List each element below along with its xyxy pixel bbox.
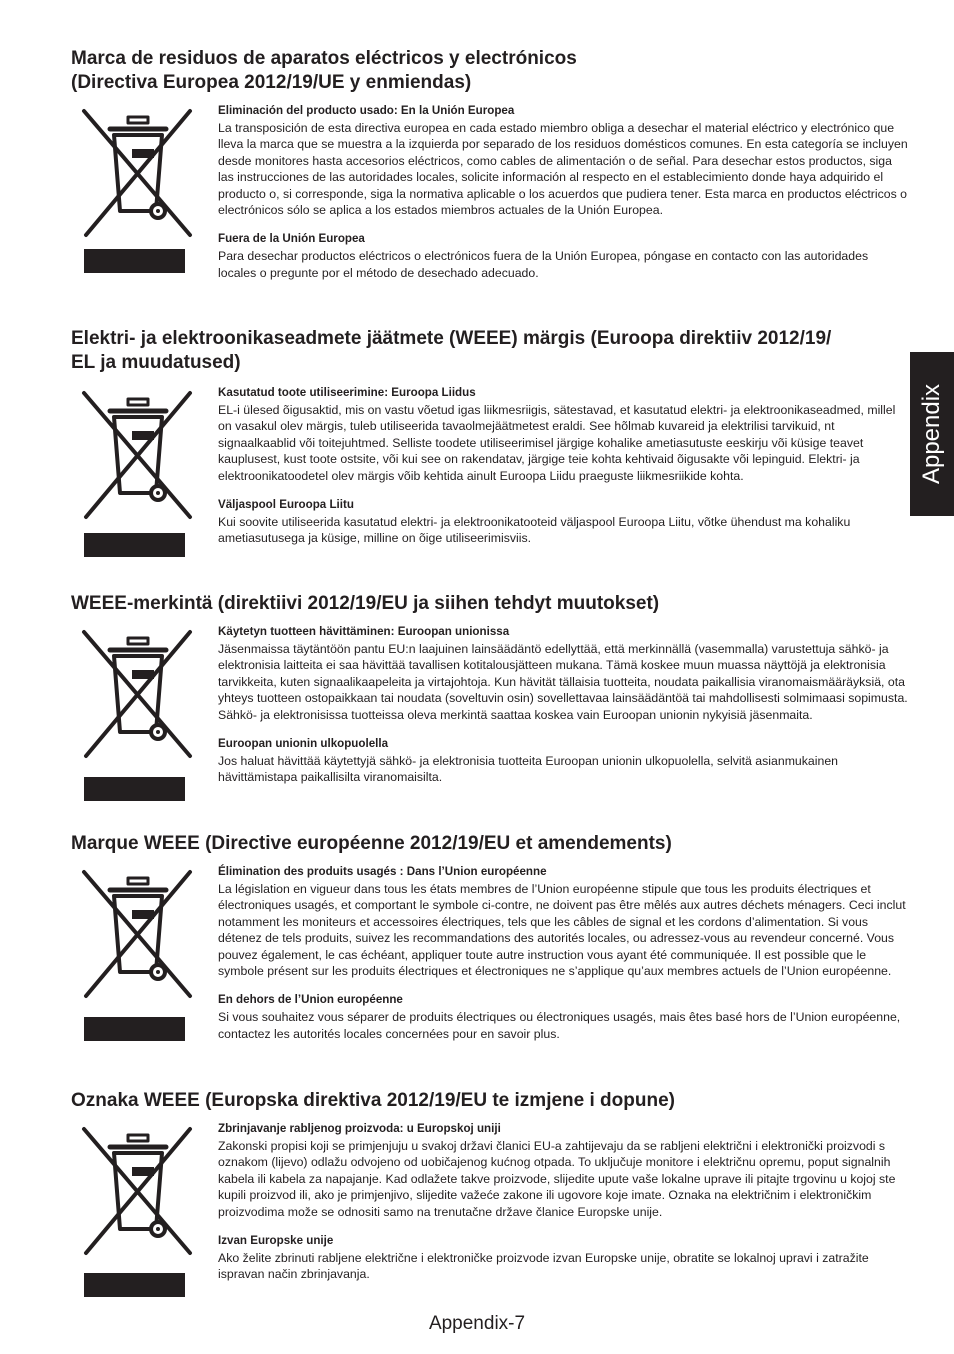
subsection-heading: Eliminación del producto usado: En la Unión Europea — [218, 104, 515, 117]
subsection-heading: Izvan Europske unije — [218, 1234, 334, 1248]
text-column — [218, 864, 908, 1042]
text-column — [218, 1121, 908, 1283]
black-bar — [84, 777, 185, 801]
subsection-heading: Käytetyn tuotteen hävittäminen: Euroopan unionissa — [218, 625, 510, 638]
crossed-bin-icon — [76, 624, 194, 762]
paragraph: EL-i ülesed õigusaktid, mis on vastu võetud igas liikmesriigis, sätestavad, et kasutatud elektri- ja elektroonikaseadmed, millel on vasakul olev märgis, tuleb utiliseerida tavaolmejäätmetest eraldi. See hõlmab kuvareid ja elektrilisi tarvikuid, nt signaalkaablid või toitejuhtmed. Selliste toodete utiliseerimisel järgige kohalike ametiasutuste eeskirju või küsige teavet kauplusest, kust toote ostsite, või kui see on rakendatav, järgige teie kohta kehtivaid õigusakte või lepinguid. Elektri- ja elektroonikatoodetel olev märgis võib kehtida ainult Euroopa Liidu praeguste liikmesriikide kohta. — [218, 403, 896, 483]
subsection-heading: Euroopan unionin ulkopuolella — [218, 737, 389, 751]
crossed-bin-icon — [76, 103, 194, 241]
crossed-bin-icon — [76, 1121, 194, 1259]
paragraph: La transposición de esta directiva europea en cada estado miembro obliga a desechar el material eléctrico y electrónico que lleva la marca que se muestra a la izquierda por separado de los residuos domésticos comunes. En esta categoría se incluyen desde monitores hasta accesorios eléctricos, como cables de alimentación o de señal. Para desechar estos productos, siga las instrucciones de las autoridades locales, solicite información al respecto en el establecimiento donde haya adquirido el producto o, si corresponde, siga la normativa aplicable o los acuerdos que pudiera tener. Esta marca en productos eléctricos o electrónicos sólo se aplica a los estados miembros actuales de la Unión Europea. — [218, 121, 908, 218]
section-fi — [71, 592, 911, 785]
text-column — [218, 385, 908, 547]
section-title-line: (Directiva Europea 2012/19/UE y enmiendas) — [71, 72, 472, 93]
side-tab-label: Appendix — [918, 383, 945, 485]
black-bar — [84, 1017, 185, 1041]
section-es — [71, 47, 911, 280]
section-et — [71, 327, 911, 546]
section-title — [71, 47, 911, 95]
subsection-heading: Väljaspool Euroopa Liitu — [218, 498, 354, 512]
section-title-line: EL ja muudatused) — [71, 352, 241, 373]
section-title-line: Oznaka WEEE (Europska direktiva 2012/19/EU te izmjene i dopune) — [71, 1090, 675, 1111]
black-bar — [84, 249, 185, 273]
paragraph: Jos haluat hävittää käytettyjä sähkö- ja elektronisia tuotteita Euroopan unionin ulkopuolella, selvitä asianmukainen hävittämistapa paikallisilta viranomaisilta. — [218, 754, 839, 785]
crossed-bin-icon — [76, 864, 194, 1002]
section-title — [71, 1089, 911, 1113]
appendix-side-tab — [910, 352, 954, 516]
section-title — [71, 592, 911, 616]
paragraph: Zakonski propisi koji se primjenjuju u svakoj državi članici EU-a zahtijevaju da se rabljeni električni i elektronički proizvodi s oznakom (lijevo) odlažu odvojeno od uobičajenog kućnog otpada. To uključuje monitore i električnu opremu, poput signalnih kabela ili kabela za napajanje. Kad odlažete takve proizvode, slijedite upute vaše lokalne uprave ili pitajte trgovinu u kojoj ste kupili proizvod ili, ako je primjenjivo, slijedite važeće zakone ili ugovore koje imate. Oznaka na električnim i elektroničkim proizvodima može se odnositi samo na trenutačne države članice Europske unije. — [218, 1139, 896, 1219]
page-number: Appendix-7 — [428, 1313, 526, 1334]
section-title — [71, 832, 911, 856]
black-bar — [84, 1273, 185, 1297]
subsection-heading: Fuera de la Unión Europea — [218, 232, 365, 246]
section-title-line: Marque WEEE (Directive européenne 2012/19/EU et amendements) — [71, 833, 672, 854]
paragraph: Para desechar productos eléctricos o electrónicos fuera de la Unión Europea, póngase en contacto con las autoridades locales o pregunte por el método de desechado adecuado. — [218, 249, 869, 280]
subsection-heading: En dehors de l’Union européenne — [218, 993, 403, 1007]
subsection-heading: Zbrinjavanje rabljenog proizvoda: u Europskoj uniji — [218, 1122, 501, 1135]
text-column — [218, 624, 908, 786]
paragraph: Ako želite zbrinuti rabljene električne i elektroničke proizvode izvan Europske unije, obratite se lokalnoj upravi i zatražite ispravan način zbrinjavanja. — [218, 1251, 869, 1282]
paragraph: Jäsenmaissa täytäntöön pantu EU:n laajuinen lainsäädäntö edellyttää, että merkinnällä (vasemmalla) varustettuja sähkö- ja elektronisia laitteita ei saa hävittää tavallisen kotitalousjätteen mukana. Tämä koskee muun muassa näyttöjä ja elektronisia tarvikkeita, kuten signaalikaapeleita ja virtajohtoja. Kun hävität tällaisia tuotteita, noudata paikallisia viranomaismääräyksiä, ota yhteys tuotteen ostopaikkaan tai noudata (soveltuvin osin) sovellettavaa lainsäädäntöä tai mahdollisesti solmimaasi sopimusta. Sähkö- ja elektronisissa tuotteissa oleva merkintä saattaa koskea vain Euroopan unionin nykyisiä jäsenmaita. — [218, 642, 908, 722]
section-fr — [71, 832, 911, 1041]
section-title-line: Elektri- ja elektroonikaseadmete jäätmete (WEEE) märgis (Euroopa direktiiv 2012/19/ — [71, 328, 832, 349]
crossed-bin-icon — [76, 385, 194, 523]
subsection-heading: Kasutatud toote utiliseerimine: Euroopa Liidus — [218, 386, 476, 399]
paragraph: Si vous souhaitez vous séparer de produits électriques ou électroniques usagés, mais êtes basé hors de l’Union européenne, contactez les autorités locales concernées pour en savoir plus. — [218, 1010, 901, 1041]
black-bar — [84, 533, 185, 557]
section-title-line: Marca de residuos de aparatos eléctricos y electrónicos — [71, 48, 577, 69]
paragraph: Kui soovite utiliseerida kasutatud elektri- ja elektroonikatooteid väljaspool Euroopa Liitu, võtke ühendust ma kohaliku ametiasutusega ja küsige, milline on õige utiliseerimisviis. — [218, 515, 851, 546]
text-column — [218, 103, 908, 281]
section-title-line: WEEE-merkintä (direktiivi 2012/19/EU ja siihen tehdyt muutokset) — [71, 593, 660, 614]
section-hr — [71, 1089, 911, 1282]
section-title — [71, 327, 911, 375]
paragraph: La législation en vigueur dans tous les états membres de l’Union européenne stipule que tous les produits électriques et électroniques usagés, et comportant le symbole ci-contre, ne doivent pas être mêlés aux autres déchets ménagers. Ceci inclut notamment les moniteurs et accessoires électriques, tels que les câbles de signal et les cordons d’alimentation. Si vous détenez de tels produits, suivez les recommandations des autorités locales, ou adressez-vous au revendeur concerné. Vous pouvez également, le cas échéant, appliquer toute autre instruction vous ayant été communiquée. Il est possible que le symbole présent sur les produits électriques et électroniques ne s’applique qu’aux membres actuels de l’Union européenne. — [218, 882, 906, 979]
subsection-heading: Élimination des produits usagés : Dans l’Union européenne — [218, 865, 547, 878]
